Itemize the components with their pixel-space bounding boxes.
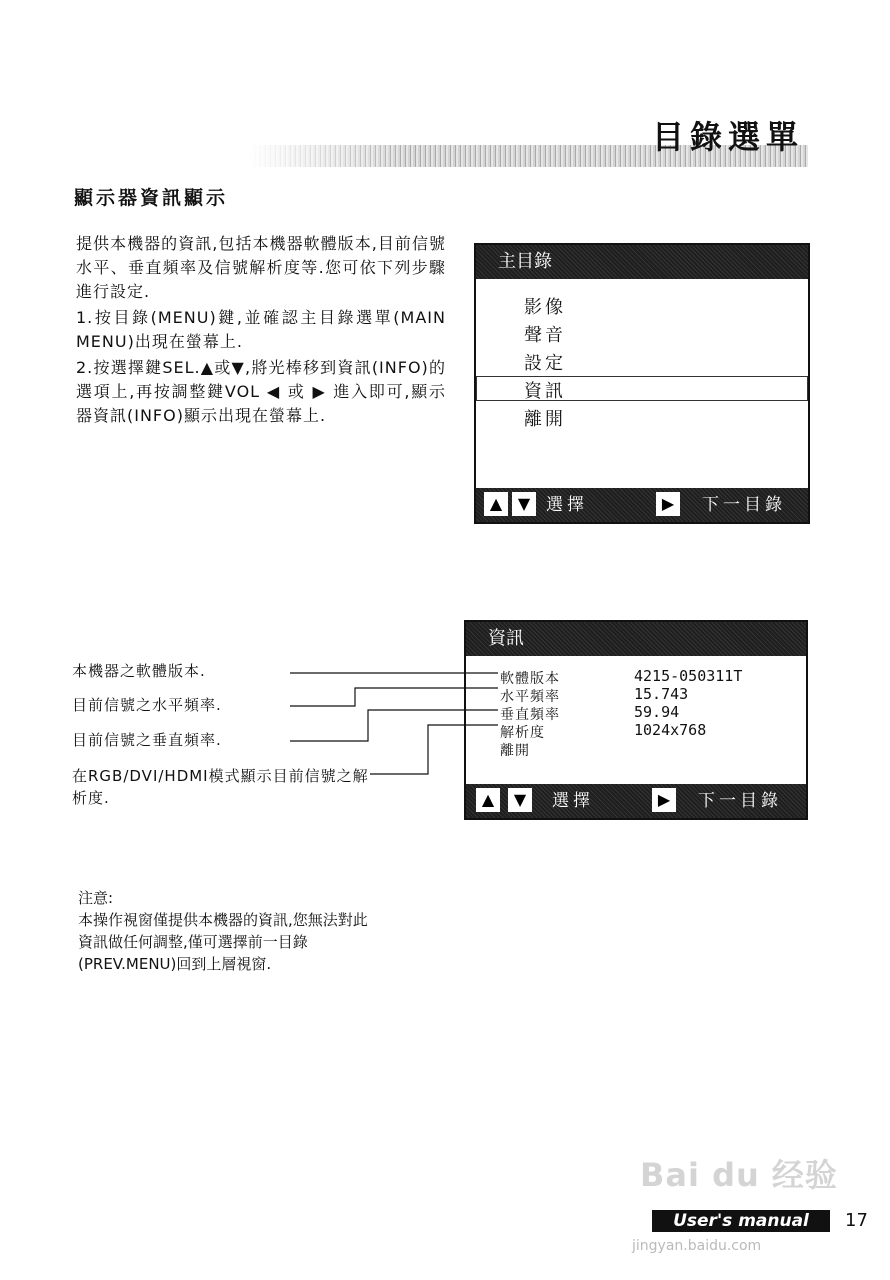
watermark-url: jingyan.baidu.com [632, 1238, 762, 1254]
note-block [78, 887, 378, 975]
instruction-step-1: 1.按目錄(MENU)鍵,並確認主目錄選單(MAIN MENU)出現在螢幕上. [76, 308, 446, 351]
note-body: 本操作視窗僅提供本機器的資訊,您無法對此資訊做任何調整,僅可選擇前一目錄(PREV.MENU)回到上層視窗. [78, 911, 368, 973]
info-panel-footer [466, 784, 806, 818]
next-menu-label: 下一目錄 [702, 495, 786, 515]
page-number: 17 [845, 1210, 868, 1231]
menu-item-picture[interactable]: 影像 [524, 297, 566, 318]
info-label-software: 軟體版本 [500, 671, 560, 687]
right-arrow-icon: ▶ [656, 492, 680, 516]
info-value-resolution: 1024x768 [634, 721, 707, 739]
info-label-resolution: 解析度 [500, 725, 545, 741]
watermark-logo: Bai du 经验 [640, 1156, 838, 1194]
section-title: 顯示器資訊顯示 [74, 187, 229, 209]
callout-horizontal-frequency: 目前信號之水平頻率. [72, 696, 222, 714]
info-value-software: 4215-050311T [634, 667, 743, 685]
main-menu-footer [476, 488, 808, 522]
callout-resolution: 在RGB/DVI/HDMI模式顯示目前信號之解析度. [72, 767, 369, 807]
callout-vertical-frequency: 目前信號之垂直頻率. [72, 731, 222, 749]
main-menu-panel [474, 243, 810, 524]
select-label: 選擇 [552, 791, 594, 811]
right-arrow-icon: ▶ [652, 788, 676, 812]
menu-item-sound[interactable]: 聲音 [524, 325, 566, 346]
down-arrow-icon: ▼ [508, 788, 532, 812]
note-heading: 注意: [78, 889, 114, 907]
down-arrow-icon: ▼ [512, 492, 536, 516]
manual-footer-label: User's manual [652, 1210, 830, 1232]
select-label: 選擇 [546, 495, 588, 515]
instruction-intro: 提供本機器的資訊,包括本機器軟體版本,目前信號水平、垂直頻率及信號解析度等.您可依下列步驟進行設定. [76, 234, 446, 301]
info-panel-title: 資訊 [466, 622, 806, 656]
next-menu-label: 下一目錄 [698, 791, 782, 811]
menu-item-exit[interactable]: 離開 [524, 409, 566, 430]
info-label-vfreq: 垂直頻率 [500, 707, 560, 723]
main-menu-title: 主目錄 [476, 245, 808, 279]
info-value-vfreq: 59.94 [634, 703, 680, 721]
info-panel [464, 620, 808, 820]
up-arrow-icon: ▲ [476, 788, 500, 812]
up-arrow-icon: ▲ [484, 492, 508, 516]
menu-item-settings[interactable]: 設定 [524, 353, 566, 374]
menu-item-info[interactable]: 資訊 [524, 381, 566, 402]
info-label-exit[interactable]: 離開 [500, 743, 530, 759]
page-title: 目錄選單 [651, 118, 804, 156]
info-label-hfreq: 水平頻率 [500, 689, 560, 705]
instruction-step-2: 2.按選擇鍵SEL.▲或▼,將光棒移到資訊(INFO)的選項上,再按調整鍵VOL ◀ 或 ▶ 進入即可,顯示器資訊(INFO)顯示出現在螢幕上. [76, 358, 446, 425]
callout-software-version: 本機器之軟體版本. [72, 662, 206, 680]
info-value-hfreq: 15.743 [634, 685, 689, 703]
